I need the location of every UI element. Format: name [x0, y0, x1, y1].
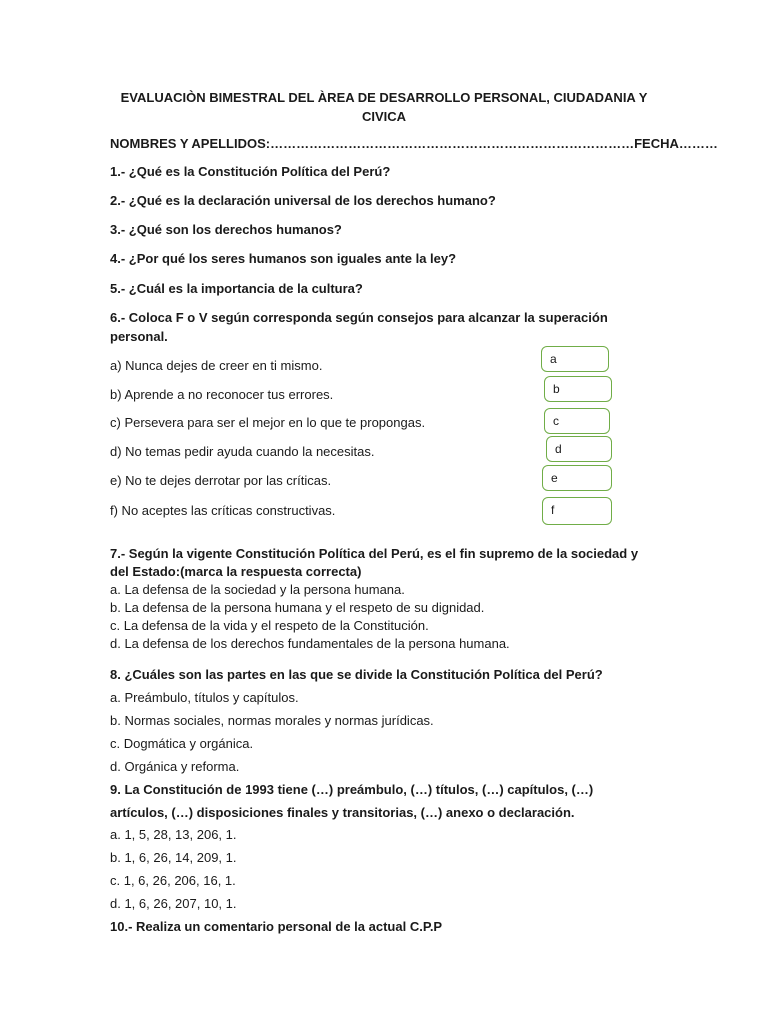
answer-box-label: d	[555, 442, 562, 456]
question-5: 5.- ¿Cuál es la importancia de la cultura?	[110, 281, 363, 296]
answer-box-label: b	[553, 382, 560, 396]
q6-statement-c: c) Persevera para ser el mejor en lo que te propongas.	[110, 415, 426, 430]
q8-option-a: a. Preámbulo, títulos y capítulos.	[110, 690, 299, 705]
q8-option-c: c. Dogmática y orgánica.	[110, 736, 254, 751]
answer-box-c[interactable]	[544, 408, 610, 434]
question-3: 3.- ¿Qué son los derechos humanos?	[110, 222, 342, 237]
question-1: 1.- ¿Qué es la Constitución Política del Perú?	[110, 164, 391, 179]
answer-box-label: a	[550, 352, 557, 366]
exam-title: EVALUACIÒN BIMESTRAL DEL ÀREA DE DESARROLLO PERSONAL, CIUDADANIA Y CIVICA	[120, 90, 648, 124]
q7-option-b: b. La defensa de la persona humana y el respeto de su dignidad.	[110, 600, 485, 615]
q6-statement-e: e) No te dejes derrotar por las críticas.	[110, 473, 332, 488]
answer-box-b[interactable]	[544, 376, 612, 402]
question-10: 10.- Realiza un comentario personal de la actual C.P.P	[110, 919, 443, 934]
answer-box-f[interactable]	[542, 497, 612, 525]
question-7-line-2: del Estado:(marca la respuesta correcta)	[110, 564, 362, 579]
answer-box-a[interactable]	[541, 346, 609, 372]
answer-box-d[interactable]	[546, 436, 612, 462]
q6-statement-a: a) Nunca dejes de creer en ti mismo.	[110, 358, 323, 373]
question-7-line-1: 7.- Según la vigente Constitución Política del Perú, es el fin supremo de la sociedad y	[110, 546, 639, 561]
name-date-line: NOMBRES Y APELLIDOS:…………………………………………………………………………FECHA………	[110, 136, 718, 151]
question-9-line-2: artículos, (…) disposiciones finales y transitorias, (…) anexo o declaración.	[110, 805, 575, 820]
answer-box-label: e	[551, 471, 558, 485]
q9-option-b: b. 1, 6, 26, 14, 209, 1.	[110, 850, 237, 865]
question-4: 4.- ¿Por qué los seres humanos son iguales ante la ley?	[110, 251, 457, 266]
answer-box-e[interactable]	[542, 465, 612, 491]
q6-statement-b: b) Aprende a no reconocer tus errores.	[110, 387, 334, 402]
q7-option-a: a. La defensa de la sociedad y la persona humana.	[110, 582, 405, 597]
question-2: 2.- ¿Qué es la declaración universal de los derechos humano?	[110, 193, 496, 208]
q7-option-d: d. La defensa de los derechos fundamentales de la persona humana.	[110, 636, 510, 651]
q6-statement-d: d) No temas pedir ayuda cuando la necesitas.	[110, 444, 375, 459]
question-8: 8. ¿Cuáles son las partes en las que se divide la Constitución Política del Perú?	[110, 667, 603, 682]
q7-option-c: c. La defensa de la vida y el respeto de la Constitución.	[110, 618, 429, 633]
q8-option-d: d. Orgánica y reforma.	[110, 759, 240, 774]
q9-option-a: a. 1, 5, 28, 13, 206, 1.	[110, 827, 237, 842]
question-6-line-2: personal.	[110, 329, 168, 344]
question-9-line-1: 9. La Constitución de 1993 tiene (…) preámbulo, (…) títulos, (…) capítulos, (…)	[110, 782, 594, 797]
q9-option-c: c. 1, 6, 26, 206, 16, 1.	[110, 873, 236, 888]
answer-box-label: c	[553, 414, 559, 428]
answer-box-label: f	[551, 503, 555, 517]
q9-option-d: d. 1, 6, 26, 207, 10, 1.	[110, 896, 237, 911]
question-6-line-1: 6.- Coloca F o V según corresponda según consejos para alcanzar la superación	[110, 310, 608, 325]
q8-option-b: b. Normas sociales, normas morales y normas jurídicas.	[110, 713, 434, 728]
q6-statement-f: f) No aceptes las críticas constructivas.	[110, 503, 336, 518]
